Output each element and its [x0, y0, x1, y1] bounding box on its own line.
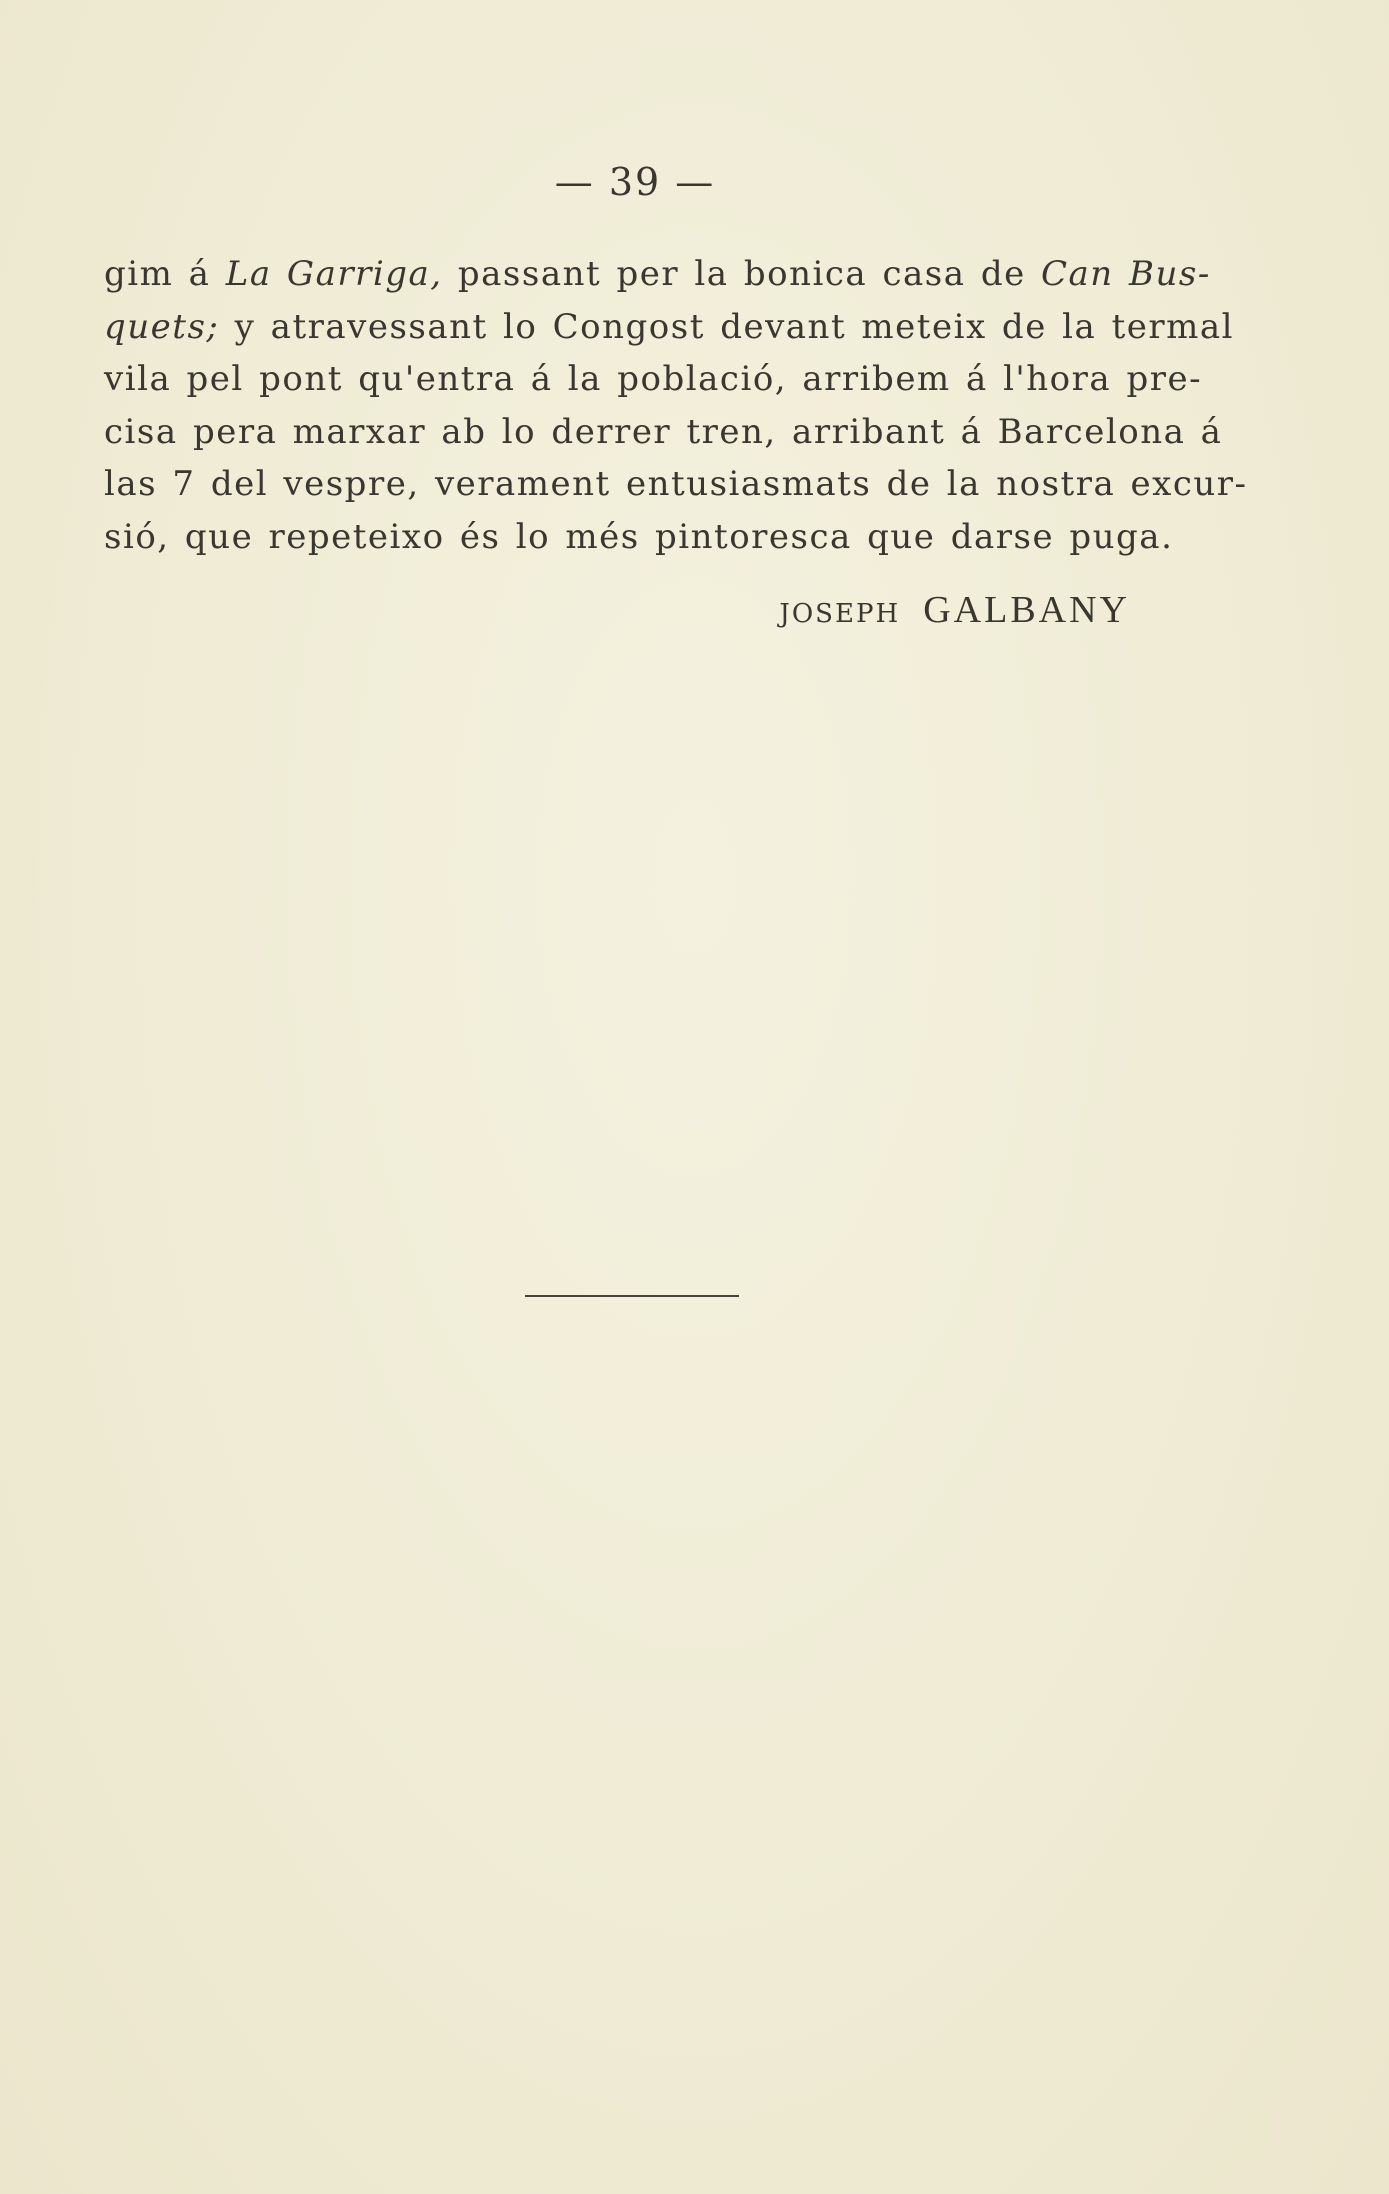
text-segment: las 7 del vespre, verament entusiasmats de la nostra excur- — [104, 464, 1248, 504]
body-paragraph — [104, 248, 1248, 563]
page-number: — 39 — — [554, 160, 716, 204]
italic-text-segment: quets; — [104, 306, 220, 347]
text-line — [104, 406, 1223, 459]
text-line — [104, 353, 1203, 406]
text-segment: gim á — [104, 254, 226, 294]
section-divider — [525, 1295, 739, 1297]
author-signature — [779, 588, 1130, 632]
text-line — [104, 458, 1248, 511]
text-segment: passant per la bonica casa de — [442, 254, 1042, 294]
text-line — [104, 511, 1172, 564]
text-segment: y atravessant lo Congost devant meteix de la termal — [219, 306, 1234, 347]
text-segment: sió, que repeteixo és lo més pintoresca que darse puga. — [104, 516, 1174, 557]
italic-text-segment: Can Bus- — [1041, 254, 1211, 294]
italic-text-segment: La Garriga, — [225, 254, 443, 294]
text-line — [104, 248, 1211, 301]
text-line — [104, 301, 1234, 354]
author-last-name: GALBANY — [923, 589, 1130, 631]
author-first-name: JOSEPH — [779, 599, 901, 629]
text-segment: cisa pera marxar ab lo derrer tren, arribant á Barcelona á — [104, 411, 1223, 452]
text-segment: vila pel pont qu'entra á la població, arribem á l'hora pre- — [104, 359, 1203, 399]
